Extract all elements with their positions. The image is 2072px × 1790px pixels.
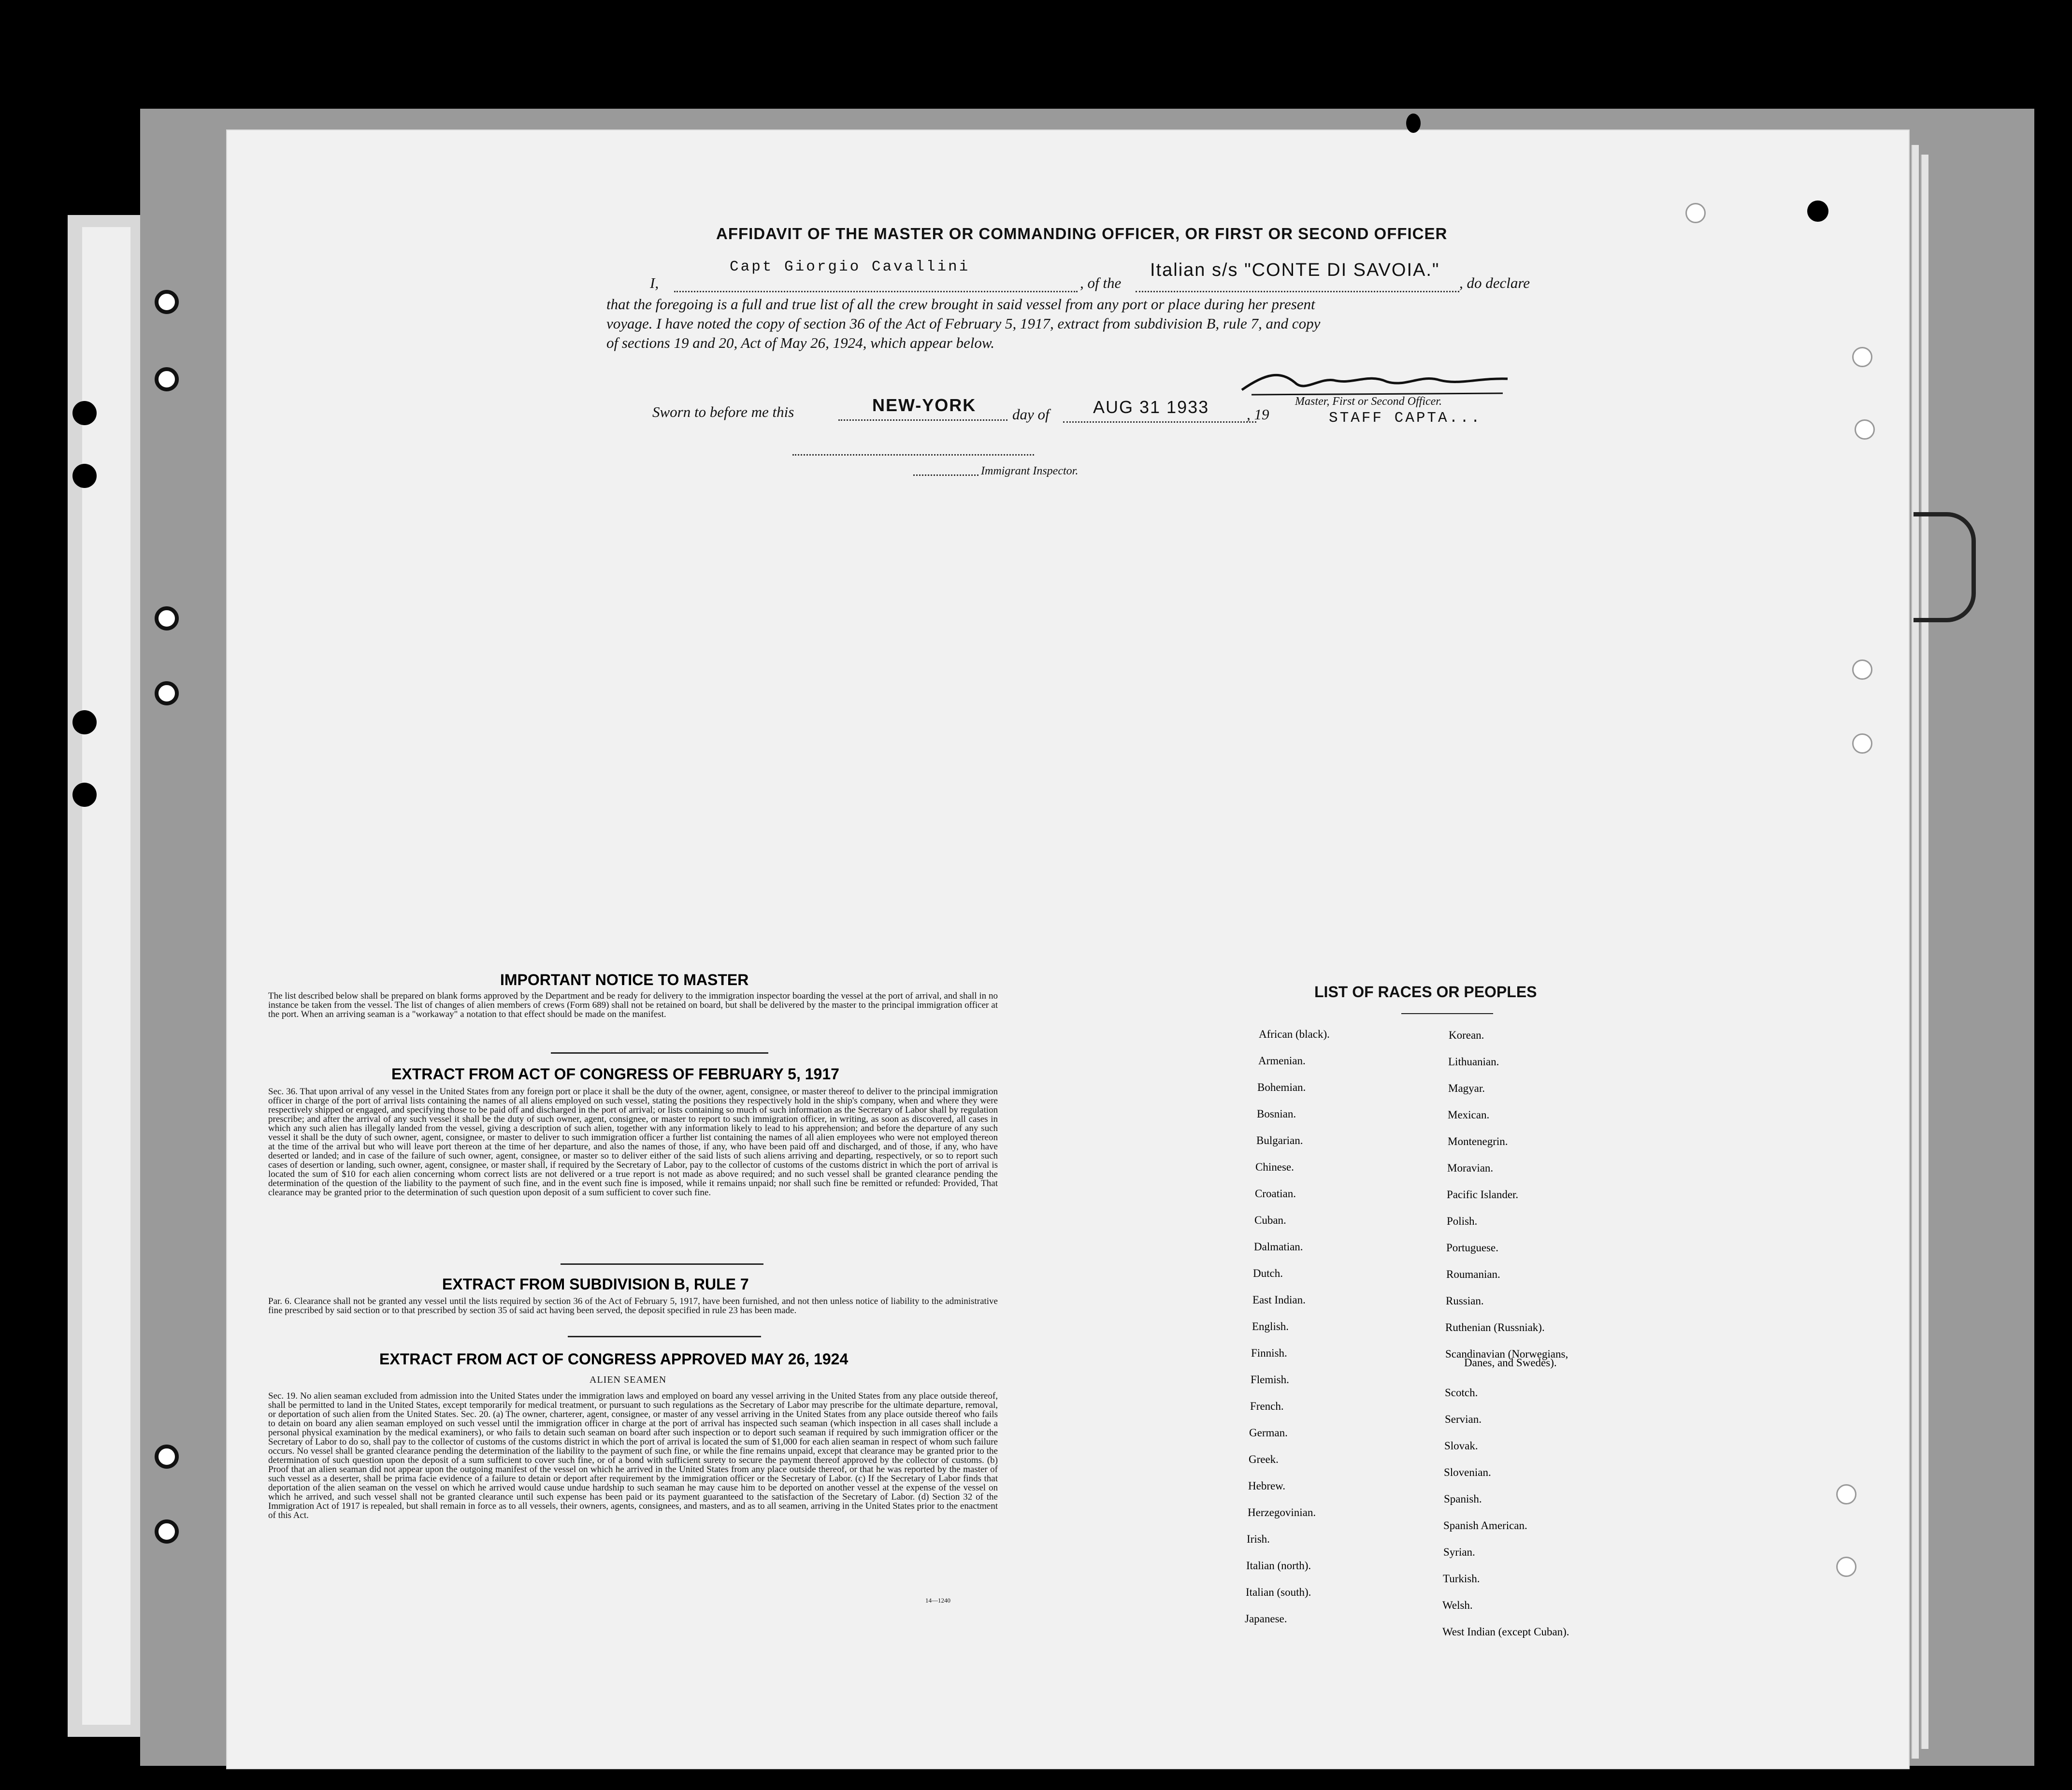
day-of-label: day of <box>1012 406 1050 423</box>
race-item: Bulgarian. <box>1256 1134 1303 1146</box>
race-item: Roumanian. <box>1446 1268 1500 1280</box>
race-item: German. <box>1249 1427 1288 1439</box>
race-item: Montenegrin. <box>1448 1135 1508 1147</box>
affidavit-line-3: voyage. I have noted the copy of section 36 of the Act of February 5, 1917, extract from subdivision B, rule 7, and copy <box>606 315 1321 332</box>
divider <box>551 1052 768 1054</box>
race-item: African (black). <box>1259 1028 1330 1040</box>
race-item: West Indian (except Cuban). <box>1442 1626 1569 1638</box>
race-item: Bosnian. <box>1257 1108 1296 1120</box>
race-item: East Indian. <box>1252 1294 1306 1306</box>
race-item: Magyar. <box>1448 1082 1485 1094</box>
divider <box>561 1263 763 1265</box>
races-heading: LIST OF RACES OR PEOPLES <box>1314 983 1537 1001</box>
inspector-line-2 <box>913 474 978 476</box>
race-item: Spanish. <box>1444 1493 1482 1505</box>
race-item: Turkish. <box>1443 1573 1480 1585</box>
affidavit-do-declare: , do declare <box>1459 274 1530 291</box>
binder-hole <box>155 1519 179 1544</box>
affidavit-of-the: , of the <box>1080 274 1122 291</box>
divider <box>1401 1013 1493 1014</box>
race-item: Lithuanian. <box>1448 1056 1499 1068</box>
race-item: Spanish American. <box>1443 1519 1527 1532</box>
race-item: Scotch. <box>1445 1387 1478 1399</box>
extract-1924-text: Sec. 19. No alien seaman excluded from admission into the United States under the immigration laws and employed on board any vessel arriving in the United States from any place outside thereof, shall be permitted to land in the United States, except temporarily for medical treatment, or pursuant to such regulations as the Secretary of Labor may prescribe for the ultimate departure, removal, or deportation of such alien from the United States. Sec. 20. (a) The owner, charterer, agent, consignee, or master of any vessel arriving in the United States from any place outside thereof who fails to detain on board any alien seaman employed on such vessel until the immigration officer in charge at the port of arrival has inspected such seaman (which inspection in all cases shall include a personal physical examination by the medical examiners), or who fails to detain such seaman on board after such inspection or to deport such seaman if required by such immigration officer or the Secretary of Labor to do so, shall pay to the collector of customs of the customs district in which the port of arrival is located the sum of $1,000 for each alien seaman in respect of whom such failure occurs. No vessel shall be granted clearance pending the determination of the liability to the payment of such fine, or while the fine remains unpaid, except that clearance may be granted prior to the determination of such question upon the deposit of a sum sufficient to cover such fine, or of a bond with sufficient surety to secure the payment thereof approved by the collector of customs. (b) Proof that an alien seaman did not appear upon the outgoing manifest of the vessel on which he arrived in the United States from any place outside thereof, or that he was reported by the master of such vessel as a deserter, shall be prima facie evidence of a failure to detain or deport after requirement by the immigration officer or the Secretary of Labor. (c) If the Secretary of Labor finds that deportation of the alien seaman on the vessel on which he arrived would cause undue hardship to such seaman he may cause him to be deported on another vessel at the expense of the vessel on which he arrived, and such vessel shall not be granted clearance until such expense has been paid or its payment guaranteed to the satisfaction of the Secretary of Labor. (d) Section 32 of the Immigration Act of 1917 is repealed, but shall remain in force as to all vessels, their owners, agents, consignees, and masters, and as to all seamen, arriving in the United States prior to the enactment of this Act. <box>268 1391 998 1520</box>
race-item: English. <box>1252 1320 1289 1332</box>
affidavit-heading: AFFIDAVIT OF THE MASTER OR COMMANDING OFFICER, OR FIRST OR SECOND OFFICER <box>716 225 1448 243</box>
binder-hole <box>72 464 97 488</box>
divider <box>568 1336 761 1337</box>
race-item: Ruthenian (Russniak). <box>1445 1321 1545 1333</box>
race-item: Syrian. <box>1443 1546 1475 1558</box>
vessel-line <box>1136 291 1459 292</box>
extract-1917-heading: EXTRACT FROM ACT OF CONGRESS OF FEBRUARY 5, 1917 <box>391 1065 839 1083</box>
binder-hole <box>155 681 179 705</box>
sworn-place-line <box>838 419 1007 421</box>
race-item: Mexican. <box>1448 1109 1490 1121</box>
race-item: Japanese. <box>1245 1613 1287 1625</box>
race-item: Armenian. <box>1258 1055 1306 1067</box>
date-line <box>1063 421 1256 423</box>
notice-text: The list described below shall be prepared on blank forms approved by the Department and be ready for delivery to the immigration inspector boarding the vessel at the port of arrival, and shall in no instance be taken from the vessel. The list of changes of alien members of crews (Form 689) shall not be retained on board, but shall be delivered by the master to the principal immigration officer at the port. When an arriving seaman is a "workaway" a notation to that effect should be made on the manifest. <box>268 991 998 1019</box>
officer-signature <box>1237 368 1512 397</box>
race-item: Russian. <box>1446 1295 1484 1307</box>
binder-hole <box>155 606 179 630</box>
affidavit-line-2: that the foregoing is a full and true list of all the crew brought in said vessel from any port or place during her present <box>606 296 1315 313</box>
affidavit-i-label: I, <box>650 274 659 291</box>
race-item: Servian. <box>1445 1413 1482 1425</box>
race-item: Italian (south). <box>1246 1586 1311 1598</box>
race-item: French. <box>1250 1400 1284 1412</box>
punch-hole <box>1836 1557 1856 1577</box>
binder-hole <box>155 1445 179 1469</box>
page-edge <box>1911 145 1919 1759</box>
extract-1917-text: Sec. 36. That upon arrival of any vessel in the United States from any foreign port or place it shall be the duty of the owner, agent, consignee, or master thereof to deliver to the principal immigration officer in charge of the port of arrival lists containing the names of all aliens employed on such vessel, stating the positions they respectively hold in the ship's company, when and where they were respectively shipped or engaged, and specifying those to be paid off and discharged in the port of arrival; or lists containing so much of such information as the Secretary of Labor shall by regulation prescribe; and after the arrival of any such vessel it shall be the duty of such owner, agent, consignee, or master to report to such immigration officer, in writing, as soon as discovered, all cases in which any such alien has illegally landed from the vessel, giving a description of such alien, together with any information likely to lead to his apprehension; and before the departure of any such vessel it shall be the duty of such owner, agent, consignee, or master to deliver to such immigration officer a further list containing the names of all alien employees who were not employed thereon at the time of the arrival but who will leave port thereon at the time of her departure, and also the names of those, if any, who have been paid off and discharged, and of those, if any, who have deserted or landed; and in case of the failure of such owner, agent, consignee, or master so to deliver either of the said lists of such aliens arriving and departing, respectively, or so to report such cases of desertion or landing, such owner, agent, consignee, or master shall, if required by the Secretary of Labor, pay to the collector of customs of the customs district in which the port of arrival is located the sum of $10 for each alien concerning whom correct lists are not delivered or a true report is not made as above required; and no such vessel shall be granted clearance pending the determination of the question of the liability to the payment of such fine, and in the event such fine is imposed, while it remains unpaid; nor shall such fine be remitted or refunded: Provided, That clearance may be granted prior to the determination of such question upon deposit of a sum sufficient to cover such fine. <box>268 1087 998 1198</box>
page-edge <box>1921 155 1928 1749</box>
punch-hole <box>1685 203 1706 223</box>
handwritten-mark <box>1914 512 1976 622</box>
binder-hole <box>155 367 179 391</box>
affidavit-line-4: of sections 19 and 20, Act of May 26, 1924, which appear below. <box>606 334 995 351</box>
race-item: Herzegovinian. <box>1248 1506 1316 1518</box>
race-item: Dalmatian. <box>1254 1241 1303 1253</box>
punch-hole <box>1855 419 1875 440</box>
form-number: 14—1240 <box>925 1597 950 1604</box>
binder-hole <box>72 401 97 425</box>
race-item: Italian (north). <box>1246 1560 1311 1572</box>
inspector-caption: Immigrant Inspector. <box>981 465 1079 477</box>
extract-1924-heading: EXTRACT FROM ACT OF CONGRESS APPROVED MAY 26, 1924 <box>379 1350 849 1368</box>
notice-heading: IMPORTANT NOTICE TO MASTER <box>500 971 749 988</box>
vessel-stamp: Italian s/s "CONTE DI SAVOIA." <box>1150 260 1440 280</box>
subdivision-b-heading: EXTRACT FROM SUBDIVISION B, RULE 7 <box>442 1275 749 1293</box>
race-item: Slovak. <box>1444 1440 1478 1452</box>
officer-title: STAFF CAPTA... <box>1329 410 1482 427</box>
top-notch <box>1406 114 1421 133</box>
binder-hole <box>72 710 97 734</box>
race-item: Cuban. <box>1254 1214 1286 1226</box>
punch-hole <box>1852 347 1872 367</box>
race-item: Irish. <box>1247 1533 1270 1545</box>
race-item: Welsh. <box>1442 1599 1473 1611</box>
race-item: Slovenian. <box>1444 1466 1491 1478</box>
race-item: Hebrew. <box>1248 1480 1286 1492</box>
race-item: Bohemian. <box>1257 1081 1306 1093</box>
year-prefix: , 19 <box>1247 406 1269 423</box>
binder-hole <box>155 290 179 314</box>
left-paper-strip-inner <box>82 227 130 1725</box>
date-stamp: AUG 31 1933 <box>1093 397 1209 417</box>
race-item: Scandinavian (Norwegians, <box>1445 1348 1568 1360</box>
race-item: Greek. <box>1249 1453 1279 1465</box>
alien-seamen-subheading: ALIEN SEAMEN <box>590 1375 667 1385</box>
race-item: Polish. <box>1447 1215 1478 1227</box>
race-item: Pacific Islander. <box>1447 1189 1519 1201</box>
sworn-label: Sworn to before me this <box>652 403 794 420</box>
sworn-place-stamp: NEW-YORK <box>872 395 977 415</box>
officer-caption: Master, First or Second Officer. <box>1295 395 1442 408</box>
master-name: Capt Giorgio Cavallini <box>730 258 970 275</box>
subdivision-b-text: Par. 6. Clearance shall not be granted any vessel until the lists required by section 36 of the Act of February 5, 1917, have been furnished, and not then unless notice of liability to the administrative fine prescribed by said section or to that prescribed by section 35 of said act having been served, the deposit specified in rule 23 has been made. <box>268 1296 998 1316</box>
race-item: Portuguese. <box>1446 1242 1498 1254</box>
punch-hole <box>1852 659 1872 680</box>
binder-hole <box>72 783 97 807</box>
name-line <box>674 291 1078 292</box>
document-page <box>227 130 1909 1768</box>
race-item: Korean. <box>1449 1029 1484 1041</box>
punch-hole <box>1836 1484 1856 1504</box>
punch-hole <box>1807 200 1828 222</box>
race-item: Croatian. <box>1255 1188 1296 1200</box>
race-item: Flemish. <box>1251 1374 1289 1386</box>
punch-hole <box>1852 733 1872 754</box>
race-item: Moravian. <box>1447 1162 1494 1174</box>
inspector-line-1 <box>792 454 1034 456</box>
race-item: Finnish. <box>1251 1347 1287 1359</box>
race-item-continuation: Danes, and Swedes). <box>1464 1357 1557 1369</box>
race-item: Chinese. <box>1255 1161 1294 1173</box>
race-item: Dutch. <box>1253 1267 1283 1279</box>
